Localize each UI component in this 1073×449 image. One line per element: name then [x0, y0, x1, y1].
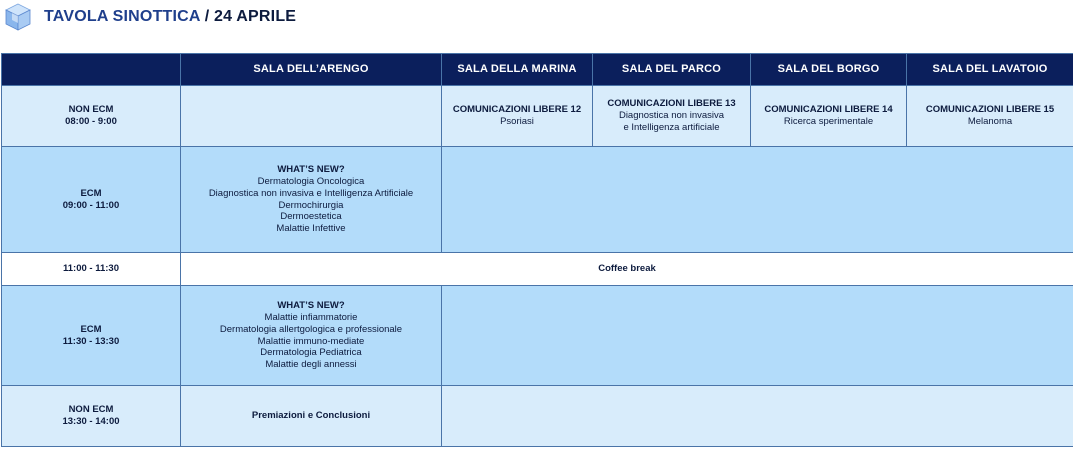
- session-line: Diagnostica non invasiva e Intelligenza Artificiale: [208, 187, 414, 199]
- cell-arengo: Premiazioni e Conclusioni: [181, 386, 442, 447]
- session-line: Dermatologia Pediatrica: [260, 347, 362, 359]
- session-line: Dermatologia Oncologica: [257, 175, 365, 187]
- cell-empty-span: [442, 147, 1073, 253]
- session-line: e Intelligenza artificiale: [623, 121, 720, 133]
- table-row: [2, 86, 1073, 147]
- cell-borgo: [751, 86, 907, 147]
- cell-parco: [593, 86, 751, 147]
- table-row: [2, 253, 1073, 286]
- header-sala-lavatoio: SALA DEL LAVATOIO: [907, 54, 1073, 86]
- title-separator: /: [204, 8, 210, 25]
- session-line: Dermochirurgia: [278, 199, 344, 211]
- page-title: [44, 8, 296, 26]
- session-type: ECM: [80, 323, 102, 335]
- session-time: 09:00 - 11:00: [62, 199, 120, 211]
- cube-logo-icon: [2, 1, 34, 33]
- session-title: COMUNICAZIONI LIBERE 14: [764, 104, 893, 116]
- session-type: NON ECM: [68, 104, 114, 116]
- cell-empty-span: [442, 286, 1073, 386]
- table-row: [2, 286, 1073, 386]
- session-line: Dermatologia allertgologica e professionale: [219, 323, 403, 335]
- header-sala-marina: SALA DELLA MARINA: [442, 54, 593, 86]
- session-line: Melanoma: [967, 116, 1013, 127]
- session-time: 08:00 - 9:00: [65, 116, 117, 127]
- time-cell: [2, 253, 181, 286]
- title-bar: [0, 0, 296, 34]
- title-text: TAVOLA SINOTTICA: [44, 8, 201, 25]
- time-cell: [2, 286, 181, 386]
- session-line: Ricerca sperimentale: [783, 116, 874, 127]
- session-line: Dermoestetica: [280, 211, 342, 223]
- header-row: [2, 54, 1073, 86]
- session-line: Malattie Infettive: [276, 223, 346, 235]
- time-cell: [2, 147, 181, 253]
- session-line: Diagnostica non invasiva: [618, 110, 725, 122]
- session-line: Psoriasi: [500, 116, 534, 127]
- session-time: 13:30 - 14:00: [62, 416, 120, 427]
- title-date: 24 APRILE: [214, 8, 297, 25]
- session-time: 11:30 - 13:30: [62, 335, 120, 347]
- time-cell: [2, 86, 181, 147]
- cell-empty-span: [442, 386, 1073, 447]
- session-line: Malattie degli annessi: [265, 359, 357, 371]
- session-title: WHAT’S NEW?: [277, 164, 345, 176]
- cell-lavatoio: [907, 86, 1073, 147]
- session-title: COMUNICAZIONI LIBERE 13: [607, 98, 736, 110]
- session-type: ECM: [80, 187, 102, 199]
- cell-arengo: [181, 286, 442, 386]
- session-title: COMUNICAZIONI LIBERE 12: [452, 104, 582, 116]
- header-empty: [2, 54, 181, 86]
- session-title: WHAT’S NEW?: [277, 300, 345, 312]
- session-line: Malattie infiammatorie: [264, 311, 358, 323]
- cell-marina: [442, 86, 593, 147]
- session-time: 11:00 - 11:30: [63, 263, 119, 275]
- session-title: COMUNICAZIONI LIBERE 15: [925, 104, 1055, 116]
- header-sala-arengo: SALA DELL’ARENGO: [181, 54, 442, 86]
- header-sala-borgo: SALA DEL BORGO: [751, 54, 907, 86]
- schedule-table: [1, 53, 1073, 447]
- session-line: Malattie immuno-mediate: [257, 335, 365, 347]
- session-type: NON ECM: [68, 404, 114, 416]
- cell-arengo-empty: [181, 86, 442, 147]
- cell-arengo: [181, 147, 442, 253]
- table-row: [2, 147, 1073, 253]
- time-cell: [2, 386, 181, 447]
- coffee-break-cell: Coffee break: [181, 253, 1073, 286]
- header-sala-parco: SALA DEL PARCO: [593, 54, 751, 86]
- table-row: [2, 386, 1073, 447]
